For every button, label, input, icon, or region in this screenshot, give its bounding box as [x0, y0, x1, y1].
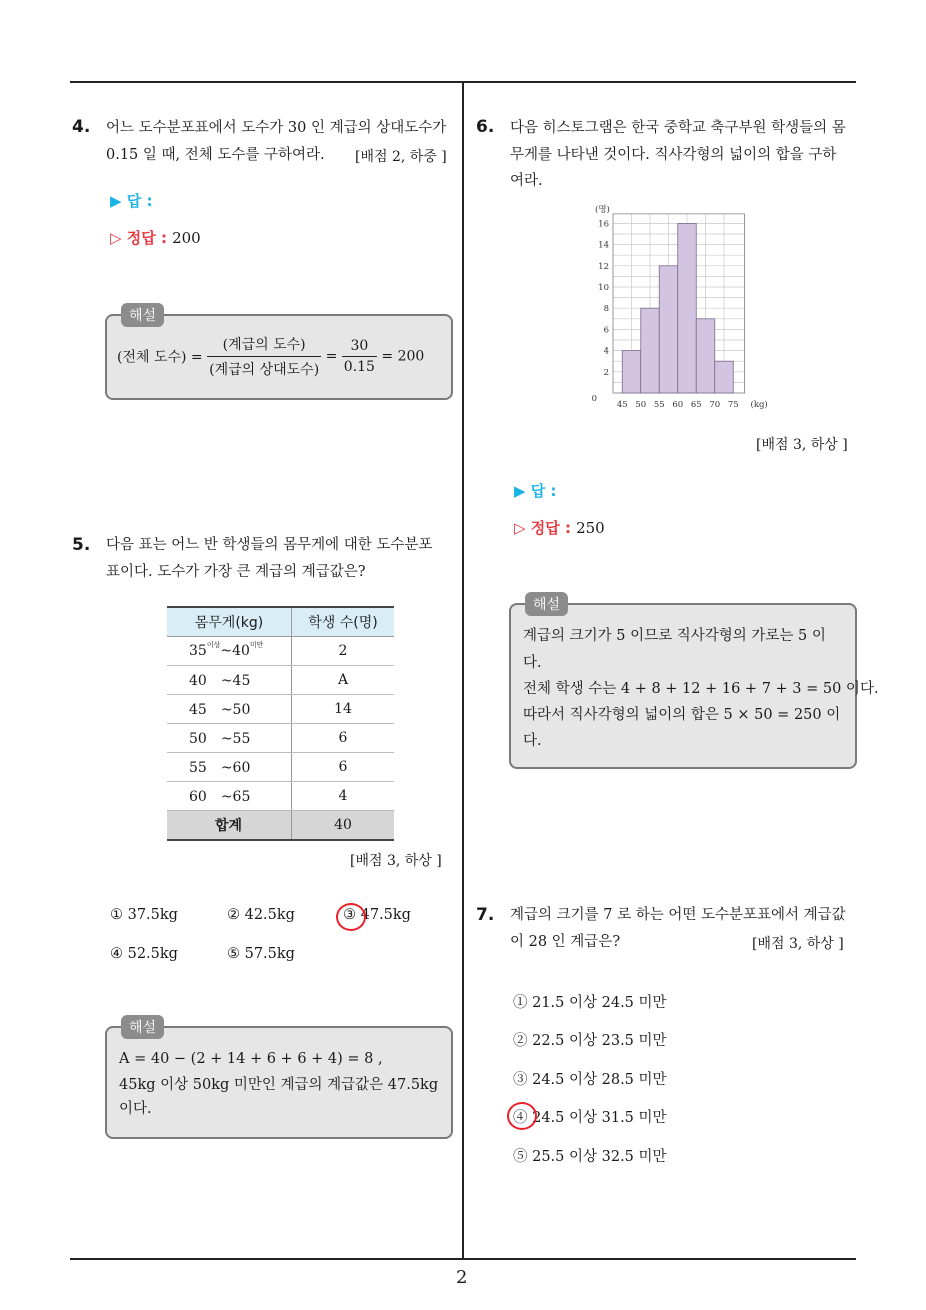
q5-number: 5.	[72, 535, 91, 555]
table-cell-range: 60 ~65	[167, 782, 292, 811]
bar-60-65	[678, 223, 697, 393]
q4-fraction2-den: 0.15	[343, 359, 375, 375]
q6-number: 6.	[476, 117, 495, 137]
q5-choice-2[interactable]: ② 42.5kg	[227, 907, 295, 923]
q4-explanation-formula	[117, 334, 424, 379]
table-row	[167, 695, 394, 724]
table-cell-range: 55 ~60	[167, 753, 292, 782]
q7-score-meta: [배점 3, 하상 ]	[752, 936, 844, 952]
y-tick-label: 6	[603, 325, 609, 336]
table-header-row	[167, 607, 394, 637]
x-tick-label: 55	[653, 400, 665, 410]
q6-answer-label: ▶ 답 :	[514, 482, 557, 500]
table-cell-range: 45 ~50	[167, 695, 292, 724]
table-header-weight: 몸무게(kg)	[167, 607, 292, 637]
q7-number: 7.	[476, 905, 495, 925]
q4-fraction2-num: 30	[342, 338, 377, 357]
q4-explanation-box	[105, 308, 453, 400]
q5-explanation-tag: 해설	[121, 1015, 164, 1039]
q4-formula-lhs: (전체 도수) =	[117, 349, 203, 366]
x-tick-label: 45	[616, 400, 628, 410]
y-tick-label: 0	[591, 394, 597, 404]
x-tick-label: 70	[709, 400, 721, 410]
bar-65-70	[696, 319, 715, 393]
y-tick-label: 14	[598, 240, 609, 251]
q7-choice-3[interactable]: ③ 24.5 이상 28.5 미만	[513, 1072, 667, 1088]
q5-choice-1[interactable]: ① 37.5kg	[110, 907, 178, 923]
q4-correct	[110, 227, 201, 248]
bottom-rule	[70, 1258, 856, 1260]
table-sum-value: 40	[292, 811, 395, 841]
q5-explanation-line1: A = 40 − (2 + 14 + 6 + 6 + 4) = 8 ,	[119, 1051, 383, 1067]
q7-text-line1: 계급의 크기를 7 로 하는 어떤 도수분포표에서 계급값	[510, 907, 846, 923]
table-row	[167, 724, 394, 753]
q6-text-line2: 무게를 나타낸 것이다. 직사각형의 넓이의 합을 구하	[510, 147, 837, 163]
q7-choice-1[interactable]: ① 21.5 이상 24.5 미만	[513, 995, 667, 1011]
table-row	[167, 782, 394, 811]
q5-score-meta: [배점 3, 하상 ]	[350, 853, 442, 869]
q6-correct-value: 250	[576, 519, 605, 537]
table-sum-row	[167, 811, 394, 841]
table-header-count: 학생 수(명)	[292, 607, 395, 637]
table-row	[167, 666, 394, 695]
q5-choice-5[interactable]: ⑤ 57.5kg	[227, 946, 295, 962]
q5-frequency-table	[167, 606, 394, 841]
q4-formula-fraction1	[207, 334, 321, 379]
q6-text-line3: 여라.	[510, 173, 543, 189]
q4-formula-eq: =	[325, 348, 338, 365]
q7-choice-4[interactable]: ④ 24.5 이상 31.5 미만	[513, 1110, 667, 1126]
q4-correct-value: 200	[172, 229, 201, 247]
q6-explanation-line5: 다.	[523, 733, 542, 749]
table-cell-range: $35^{이상}\sim 40^{미만}$	[167, 637, 292, 666]
y-tick-label: 2	[603, 367, 609, 378]
q4-fraction1-num: (계급의 도수)	[207, 334, 321, 357]
q4-text-line2: 0.15 일 때, 전체 도수를 구하여라.	[106, 147, 325, 163]
y-tick-label: 16	[598, 219, 609, 230]
q6-explanation-line3: 전체 학생 수는 4 + 8 + 12 + 16 + 7 + 3 = 50 이다.	[523, 681, 879, 697]
q7-text-line2: 이 28 인 계급은?	[510, 934, 621, 950]
y-tick-label: 4	[603, 346, 609, 357]
table-cell-range: 50 ~55	[167, 724, 292, 753]
q5-text-line2: 표이다. 도수가 가장 큰 계급의 계급값은?	[106, 564, 366, 580]
q5-answer-circle-mark	[336, 903, 366, 931]
page-number: 2	[456, 1267, 468, 1288]
table-cell-count: 2	[292, 637, 395, 666]
bar-70-75	[715, 361, 734, 393]
q7-choice-2[interactable]: ② 22.5 이상 23.5 미만	[513, 1033, 667, 1049]
table-cell-count: 14	[292, 695, 395, 724]
bar-50-55	[641, 308, 660, 393]
q4-explanation-tag: 해설	[121, 303, 164, 327]
q5-explanation-line3: 이다.	[119, 1101, 152, 1117]
q6-text-line1: 다음 히스토그램은 한국 중학교 축구부원 학생들의 몸	[510, 120, 846, 136]
q4-score-meta: [배점 2, 하중 ]	[355, 149, 447, 165]
q6-score-meta: [배점 3, 하상 ]	[756, 437, 848, 453]
q6-explanation-line1: 계급의 크기가 5 이므로 직사각형의 가로는 5 이	[523, 628, 826, 644]
q7-answer-circle-mark	[507, 1102, 537, 1130]
q4-fraction1-den: (계급의 상대도수)	[209, 362, 320, 378]
q4-number: 4.	[72, 117, 91, 137]
q6-histogram-chart	[585, 200, 785, 415]
table-sum-label: 합계	[167, 811, 292, 841]
q6-correct	[514, 517, 605, 538]
q6-explanation-line4: 따라서 직사각형의 넓이의 합은 5 × 50 = 250 이	[523, 707, 841, 723]
q4-correct-label: ▷ 정답 :	[110, 229, 167, 247]
q6-explanation-line2: 다.	[523, 655, 542, 671]
table-row	[167, 637, 394, 666]
q4-answer-label: ▶ 답 :	[110, 192, 153, 210]
q6-correct-label: ▷ 정답 :	[514, 519, 571, 537]
bar-55-60	[659, 266, 678, 393]
table-cell-range: 40 ~45	[167, 666, 292, 695]
q6-explanation-box	[509, 597, 879, 769]
q5-choice-4[interactable]: ④ 52.5kg	[110, 946, 178, 962]
q4-text-line1: 어느 도수분포표에서 도수가 30 인 계급의 상대도수가	[106, 120, 447, 136]
table-cell-count: 4	[292, 782, 395, 811]
y-unit-label: (명)	[595, 204, 610, 215]
table-cell-count: 6	[292, 753, 395, 782]
table-cell-count: 6	[292, 724, 395, 753]
q5-text-line1: 다음 표는 어느 반 학생들의 몸무게에 대한 도수분포	[106, 537, 433, 553]
q5-explanation-line2: 45kg 이상 50kg 미만인 계급의 계급값은 47.5kg	[119, 1077, 439, 1093]
table-row	[167, 753, 394, 782]
y-tick-label: 8	[603, 304, 609, 315]
q5-choice-3[interactable]: ③ 47.5kg	[343, 907, 411, 923]
table-cell-count: A	[292, 666, 395, 695]
x-tick-label: 65	[690, 400, 702, 410]
x-tick-label: 75	[727, 400, 739, 410]
x-unit-label: (kg)	[750, 400, 768, 410]
q6-explanation-tag: 해설	[525, 592, 568, 616]
column-divider	[462, 81, 464, 1259]
q7-choice-5[interactable]: ⑤ 25.5 이상 32.5 미만	[513, 1149, 667, 1165]
bar-45-50	[622, 351, 641, 393]
x-tick-label: 50	[635, 400, 647, 410]
x-tick-label: 60	[672, 400, 684, 410]
y-tick-label: 12	[598, 261, 609, 272]
y-tick-label: 10	[598, 283, 609, 293]
q4-formula-fraction2	[342, 338, 377, 375]
q4-formula-rhs: = 200	[381, 348, 425, 365]
q5-explanation-box	[105, 1020, 453, 1139]
